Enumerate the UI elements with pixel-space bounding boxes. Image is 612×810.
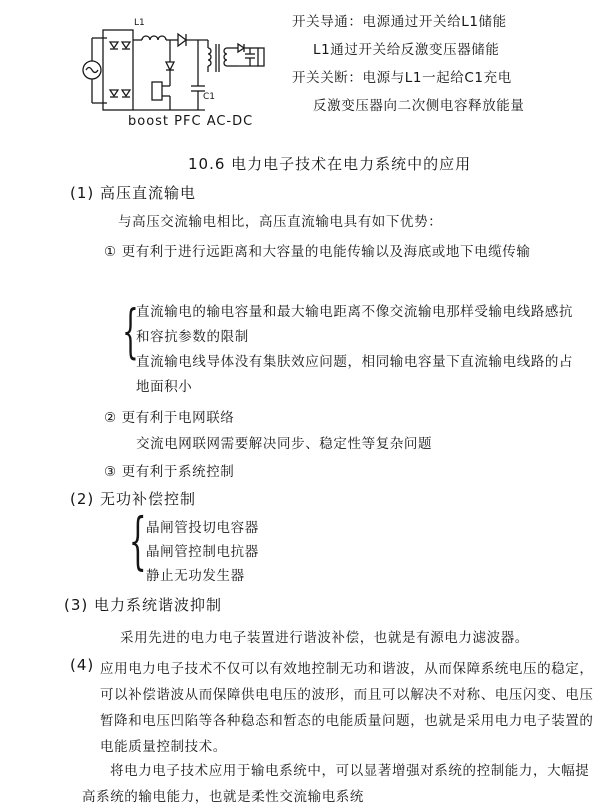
- section-2-list-1: 晶闸管投切电容器: [146, 520, 259, 536]
- section-heading-3: (3) 电力系统谐波抑制: [64, 596, 223, 614]
- diagram-note-2: L1通过开关给反激变压器储能: [313, 42, 500, 58]
- section-2-list-3: 静止无功发生器: [146, 568, 245, 584]
- item-1-detail-1: 直流输电的输电容量和最大输电距离不像交流输电那样受输电线路感抗和容抗参数的限制: [136, 304, 574, 345]
- diagram-note-3: 开关关断：电源与L1一起给C1充电: [292, 70, 512, 86]
- section-heading-4: (4): [70, 656, 95, 674]
- brace-section-2: {: [128, 504, 147, 577]
- section-1-item-1: ① 更有利于进行远距离和大容量的电能传输以及海底或地下电缆传输: [104, 244, 531, 260]
- section-4-paragraph-1: 应用电力电子技术不仅可以有效地控制无功和谐波，从而保障系统电压的稳定，可以补偿谐波从而保障供电电压的波形，而且可以解决不对称、电压闪变、电压暂降和电压凹陷等各种稳态和暂态的电能质量问题，也就是采用电力电子装置的电能质量控制技术。: [100, 661, 594, 755]
- section-1-item-3: ③ 更有利于系统控制: [104, 464, 235, 480]
- diagram-note-4: 反激变压器向二次侧电容释放能量: [313, 98, 525, 114]
- page-title: 10.6 电力电子技术在电力系统中的应用: [188, 155, 472, 173]
- section-heading-2: (2) 无功补偿控制: [70, 490, 197, 508]
- diagram-note-1: 开关导通：电源通过开关给L1储能: [292, 14, 507, 30]
- inductor-l1: [142, 36, 166, 40]
- section-2-list-2: 晶闸管控制电抗器: [146, 544, 259, 560]
- item-2-detail-1: 交流电网联网需要解决同步、稳定性等复杂问题: [136, 436, 433, 452]
- capacitor-label: C1: [203, 92, 216, 102]
- section-heading-1: (1) 高压直流输电: [70, 184, 197, 202]
- inductor-label: L1: [134, 18, 145, 28]
- item-1-detail-2: 直流输电线导体没有集肤效应问题，相同输电容量下直流输电线路的占地面积小: [136, 354, 574, 395]
- diagram-caption: boost PFC AC-DC: [128, 114, 254, 129]
- section-3-text: 采用先进的电力电子装置进行谐波补偿，也就是有源电力滤波器。: [120, 630, 529, 646]
- brace-item-1: {: [122, 297, 139, 365]
- section-4-paragraph-2: 将电力电子技术应用于输电系统中，可以显著增强对系统的控制能力，大幅提高系统的输电能力，也就是柔性交流输电系统: [82, 763, 590, 805]
- circuit-diagram: [0, 0, 290, 135]
- section-1-item-2: ② 更有利于电网联络: [104, 410, 235, 426]
- mosfet-switch: [152, 82, 162, 100]
- section-1-intro: 与高压交流输电相比，高压直流输电具有如下优势：: [118, 214, 443, 230]
- load-resistor: [258, 48, 264, 66]
